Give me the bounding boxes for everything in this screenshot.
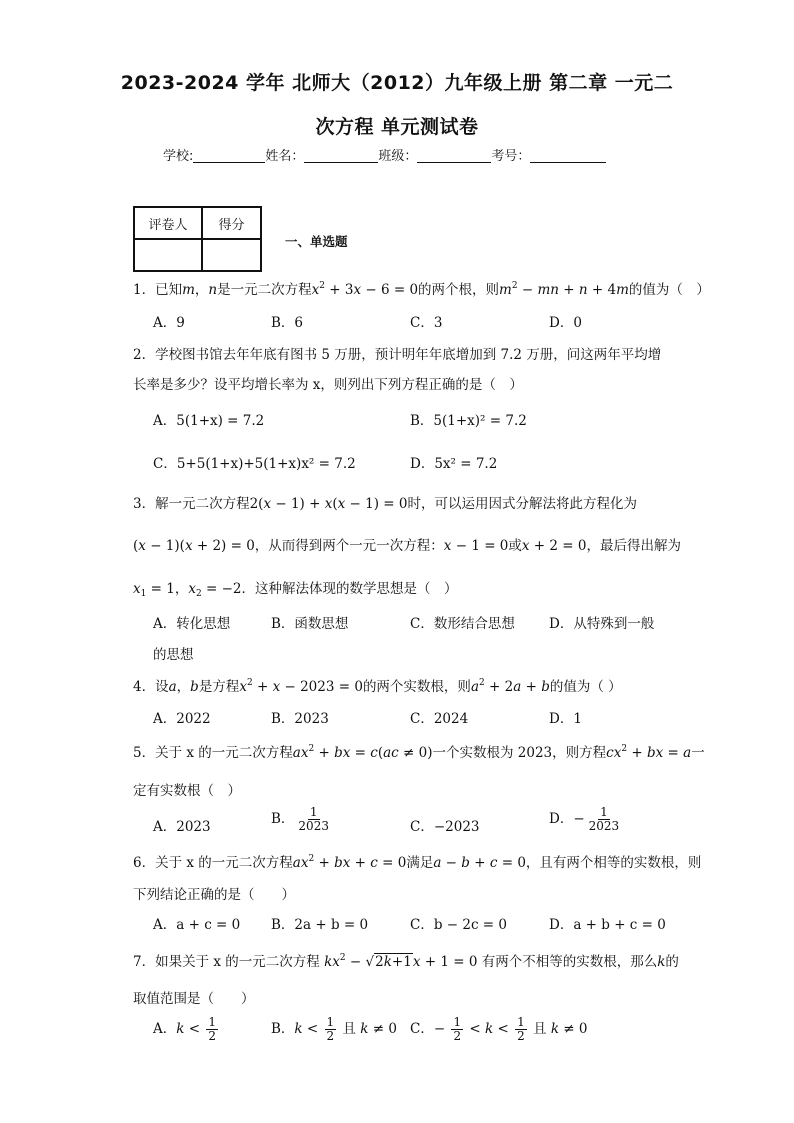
q3-option-b[interactable]: B．函数思想 bbox=[271, 616, 349, 632]
question-6-line1: 6．关于 x 的一元二次方程$ax^2$ + bx + c = 0满足a − b + c = 0，且有两个相等的实数根，则 bbox=[133, 854, 702, 871]
question-5-line2: 定有实数根（ ） bbox=[133, 783, 241, 799]
question-1: 1．已知m，n是一元二次方程$x^2 + 3x - 6 = 0$的两个根，则$m^2$ − mn + n + 4m的值为（ ） bbox=[133, 281, 710, 298]
fraction bbox=[587, 806, 622, 833]
q3-text6: ．这种解法体现的数学思想是（ ） bbox=[241, 581, 458, 597]
q6-text2: 满足 bbox=[406, 855, 434, 871]
frac-den: 2 bbox=[517, 1029, 525, 1043]
q7-option-a-label: A． bbox=[153, 1021, 177, 1037]
q6-option-a[interactable]: A．a + c = 0 bbox=[153, 917, 241, 933]
q2-option-c[interactable]: C．5+5(1+x)+5(1+x)x² = 7.2 bbox=[153, 456, 356, 472]
question-7-line2: 取值范围是（ ） bbox=[133, 991, 255, 1007]
exam-title-line1: 2023-2024 学年 北师大（2012）九年级上册 第二章 一元二 bbox=[120, 72, 674, 94]
q6-text3: ，且有两个相等的实数根，则 bbox=[525, 855, 702, 871]
question-6-line2: 下列结论正确的是（ ） bbox=[133, 887, 295, 903]
q5-text2: 一个实数根为 2023，则方程 bbox=[432, 745, 607, 761]
frac-den: 2 bbox=[326, 1029, 335, 1043]
fraction bbox=[296, 806, 331, 833]
reviewer-header: 评卷人 bbox=[134, 207, 202, 239]
q3-text3: ，从而得到两个一元一次方程： bbox=[254, 538, 444, 554]
q7-option-c[interactable]: C．− $\frac{1}{2}$ < k < $\frac{1}{2}$ 且 k ≠ 0 bbox=[410, 1015, 588, 1043]
class-label: 班级： bbox=[378, 149, 418, 164]
q5-option-a[interactable]: A．2023 bbox=[153, 819, 211, 835]
q4-option-d[interactable]: D．1 bbox=[549, 711, 582, 727]
frac-num: 1 bbox=[208, 1015, 216, 1029]
fraction bbox=[206, 1016, 218, 1043]
q3-option-a[interactable]: A．转化思想 bbox=[153, 616, 231, 632]
question-4: 4．设a，b是方程$x^2 + x - 2023 = 0$的两个实数根，则$a^2 + 2a + b$的值为（ ） bbox=[133, 678, 622, 695]
q4-option-c[interactable]: C．2024 bbox=[410, 711, 469, 727]
q7-option-c-label: C． bbox=[410, 1021, 434, 1037]
question-3-line3: $x_1 = 1$，$x_2 = -2$．这种解法体现的数学思想是（ ） bbox=[133, 581, 458, 599]
q3-text5: ，最后得出解为 bbox=[586, 538, 681, 554]
question-2-line1: 2．学校图书馆去年年底有图书 5 万册，预计明年年底增加到 7.2 万册，问这两年平均增 bbox=[133, 347, 662, 363]
class-blank[interactable] bbox=[417, 149, 491, 163]
q7-option-a[interactable]: A．k < $\frac{1}{2}$ bbox=[153, 1015, 216, 1043]
q1-tail: 的值为（ ） bbox=[628, 282, 710, 298]
number-label: 考号： bbox=[491, 149, 531, 164]
number-blank[interactable] bbox=[530, 149, 606, 163]
q4-option-a[interactable]: A．2022 bbox=[153, 711, 211, 727]
q2-option-a[interactable]: A．5(1+x) = 7.2 bbox=[153, 413, 265, 429]
q5-option-d[interactable] bbox=[549, 806, 623, 833]
q4-lead: 4．设 bbox=[133, 679, 169, 695]
question-2-line2: 长率是多少？设平均增长率为 x，则列出下列方程正确的是（ ） bbox=[133, 377, 523, 393]
q3-text2: 时，可以运用因式分解法将此方程化为 bbox=[407, 496, 637, 512]
q7-text3: 的 bbox=[665, 954, 679, 970]
section-title: 一、单选题 bbox=[285, 234, 348, 249]
q2-option-d[interactable]: D．5x² = 7.2 bbox=[410, 456, 498, 472]
fraction bbox=[515, 1016, 527, 1043]
score-cell[interactable] bbox=[202, 239, 261, 271]
q4-text: 是方程 bbox=[198, 679, 240, 695]
name-blank[interactable] bbox=[304, 149, 378, 163]
q5-text3: 一 bbox=[691, 745, 705, 761]
q3-option-d[interactable]: D．从特殊到一般 bbox=[549, 616, 655, 632]
q5-text: 5．关于 x 的一元二次方程 bbox=[133, 745, 293, 761]
question-3-line2: (x − 1)(x + 2) = 0，从而得到两个一元一次方程：x − 1 = 0或x + 2 = 0，最后得出解为 bbox=[133, 538, 681, 554]
q3-option-c[interactable]: C．数形结合思想 bbox=[410, 616, 515, 632]
frac-den: 2 bbox=[453, 1029, 462, 1043]
q7-text: 7．如果关于 x 的一元二次方程 bbox=[133, 954, 320, 970]
q4-option-b[interactable]: B．2023 bbox=[271, 711, 329, 727]
q1-option-d[interactable]: D．0 bbox=[549, 315, 582, 331]
q6-option-b[interactable]: B．2a + b = 0 bbox=[271, 917, 369, 933]
student-info-line bbox=[163, 145, 606, 164]
q6-text: 6．关于 x 的一元二次方程 bbox=[133, 855, 293, 871]
q6-option-d[interactable]: D．a + b + c = 0 bbox=[549, 917, 666, 933]
q5-option-b-label: B． bbox=[271, 811, 295, 827]
q7-option-b-label: B． bbox=[271, 1021, 295, 1037]
q4-tail: 的值为（ ） bbox=[549, 679, 622, 695]
frac-num: 1 bbox=[453, 1015, 462, 1029]
q5-option-b[interactable] bbox=[271, 806, 333, 833]
frac-den: 2023 bbox=[588, 819, 620, 833]
frac-den: 2023 bbox=[298, 819, 329, 833]
school-label: 学校: bbox=[163, 149, 194, 164]
q1-lead: 1．已知 bbox=[133, 282, 183, 298]
question-3-line1: 3．解一元二次方程2(x − 1) + x(x − 1) = 0时，可以运用因式分解法将此方程化为 bbox=[133, 496, 637, 512]
and-text: 且 bbox=[342, 1021, 356, 1037]
school-blank[interactable] bbox=[193, 149, 265, 163]
q1-option-c[interactable]: C．3 bbox=[410, 315, 443, 331]
q1-text2: 的两个根，则 bbox=[418, 282, 500, 298]
q3-text4: 或 bbox=[508, 538, 522, 554]
question-5-line1: 5．关于 x 的一元二次方程$ax^2$ + bx = c(ac ≠ 0)一个实数根为 2023，则方程$cx^2$ + bx = a一 bbox=[133, 744, 705, 761]
q5-option-d-label: D．− bbox=[549, 811, 585, 827]
q3-text: 3．解一元二次方程 bbox=[133, 496, 250, 512]
q7-option-b[interactable]: B．k < $\frac{1}{2}$ 且 k ≠ 0 bbox=[271, 1015, 397, 1043]
fraction bbox=[325, 1016, 337, 1043]
q5-option-c[interactable]: C．−2023 bbox=[410, 819, 480, 835]
q1-option-a[interactable]: A．9 bbox=[153, 315, 185, 331]
exam-title-line2: 次方程 单元测试卷 bbox=[315, 116, 479, 138]
frac-den: 2 bbox=[208, 1029, 216, 1043]
score-header: 得分 bbox=[202, 207, 261, 239]
q1-option-b[interactable]: B．6 bbox=[271, 315, 304, 331]
and-text: 且 bbox=[533, 1021, 547, 1037]
q4-text2: 的两个实数根，则 bbox=[362, 679, 471, 695]
frac-num: 1 bbox=[326, 1015, 335, 1029]
fraction bbox=[451, 1016, 463, 1043]
name-label: 姓名： bbox=[265, 149, 305, 164]
q2-option-b[interactable]: B．5(1+x)² = 7.2 bbox=[410, 413, 527, 429]
score-table bbox=[133, 206, 262, 272]
q1-text: 是一元二次方程 bbox=[217, 282, 312, 298]
frac-num: 1 bbox=[309, 805, 318, 819]
question-7-line1: 7．如果关于 x 的一元二次方程 $kx^2 - √2k+1x + 1 = 0$ 有两个不相等的实数根，那么k的 bbox=[133, 953, 679, 970]
frac-num: 1 bbox=[517, 1015, 525, 1029]
q3-option-d-cont: 的思想 bbox=[153, 647, 194, 663]
q6-option-c[interactable]: C．b − 2c = 0 bbox=[410, 917, 507, 933]
reviewer-cell[interactable] bbox=[134, 239, 202, 271]
q7-text2: 有两个不相等的实数根，那么 bbox=[481, 954, 658, 970]
frac-num: 1 bbox=[600, 805, 608, 819]
